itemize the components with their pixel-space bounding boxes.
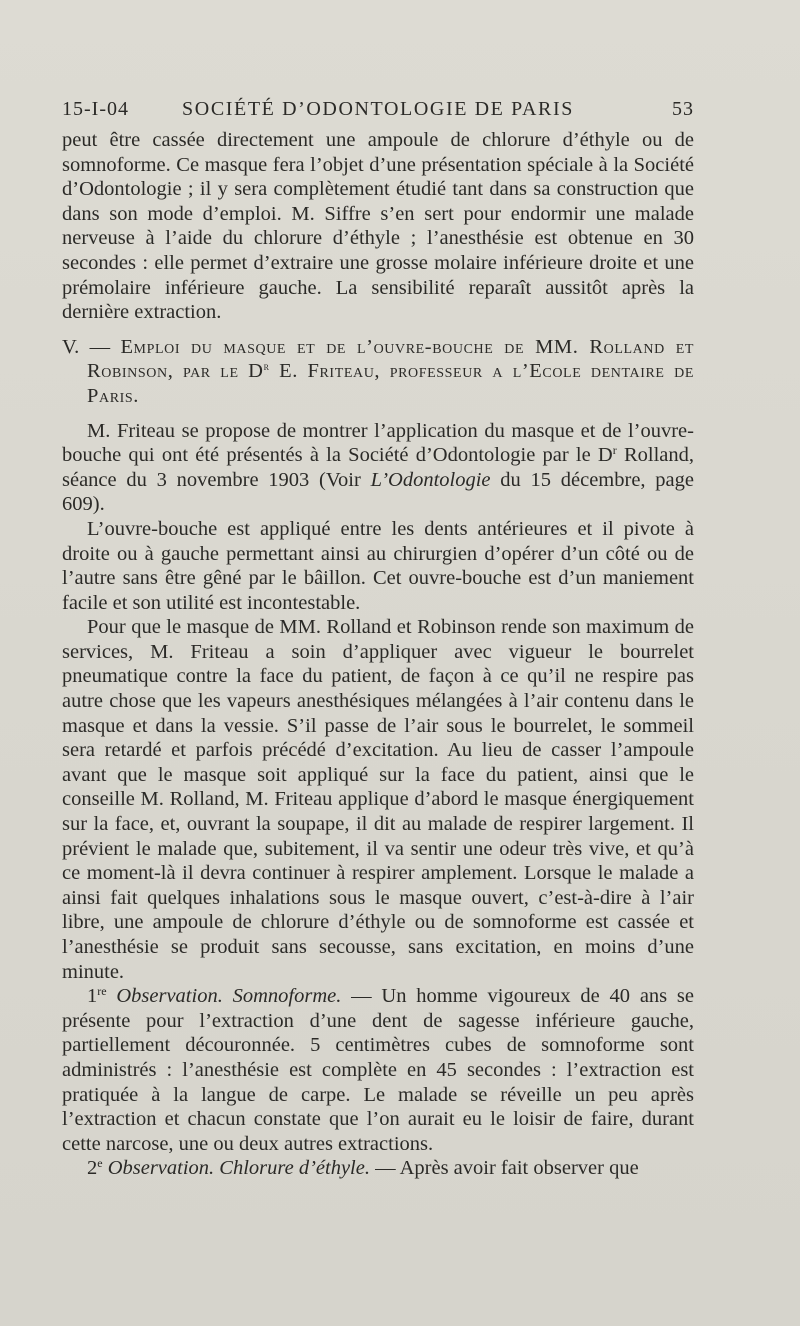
journal-title: L’Odontologie xyxy=(370,468,491,491)
observation-1-title: Observation. Somnoforme. xyxy=(106,985,342,1008)
paragraph-3: L’ouvre-bouche est appliqué entre les dents antérieures et il pivote à droite ou à gauche permettant ainsi au chirurgien d’opérer d’un côté ou de l’autre sans être gêné par le bâillon. Cet ouvre-bouche est d’un maniement facile et son utilité est incontestable. xyxy=(62,517,694,614)
observation-2-sup: e xyxy=(97,1156,103,1171)
observation-1-text: — Un homme vigoureux de 40 ans se présente pour l’extraction d’une dent de sagesse inférieure gauche, partiellement découronnée. 5 centimètres cubes de somnoforme sont administrés : l’anesthésie est complète en 45 secondes : l’extraction est pratiquée à la langue de carpe. Le malade se réveille un peu après l’extraction et chacun constate que l’on aurait eu le loisir de faire, durant cette narcose, une ou deux autres extractions. xyxy=(62,985,695,1155)
paragraph-2-b: Rolland, séance du 3 novembre 1903 (Voir xyxy=(62,444,694,491)
paragraph-2-sup: r xyxy=(612,443,617,458)
page-number: 53 xyxy=(672,98,694,120)
issue-date: 15-I-04 xyxy=(62,98,129,120)
paragraph-2-c: du 15 décembre, page 609). xyxy=(62,468,694,516)
section-title-sup: r xyxy=(263,359,270,374)
section-number: V. — xyxy=(62,335,111,358)
paragraph-2 xyxy=(62,419,694,517)
running-title: SOCIÉTÉ D’ODONTOLOGIE DE PARIS xyxy=(182,98,574,120)
page-body xyxy=(62,128,694,1181)
observation-1 xyxy=(62,984,694,1156)
observation-1-number: 1 xyxy=(87,985,98,1008)
section-heading-v xyxy=(62,335,694,409)
observation-2-text: — Après avoir fait observer que xyxy=(369,1157,639,1180)
paragraph-4: Pour que le masque de MM. Rolland et Robinson rende son maximum de services, M. Friteau a soin d’appliquer avec vigueur le bourrelet pneumatique contre la face du patient, de façon à ce qu’il ne respire pas autre chose que les vapeurs anesthésiques mélangées à l’air contenu dans le masque et dans la vessie. S’il passe de l’air sous le bourrelet, le sommeil sera retardé et parfois précédé d’excitation. Au lieu de casser l’ampoule avant que le masque soit appliqué sur la face du patient, ainsi que le conseille M. Rolland, M. Friteau applique d’abord le masque énergiquement sur la face, et, ouvrant la soupape, il dit au malade de respirer largement. Il prévient le malade que, subitement, il va sentir une odeur très vive, et qu’à ce moment-là il devra continuer à respirer amplement. Lorsque le malade a ainsi fait quelques inhalations sous le masque ouvert, c’est-à-dire à l’air libre, une ampoule de chlorure d’éthyle ou de somnoforme est cassée et l’anesthésie se produit sans secousse, sans excitation, en moins d’une minute. xyxy=(62,616,694,983)
observation-2 xyxy=(62,1156,694,1181)
section-title-b: E. Friteau, professeur a l’Ecole dentaire de Paris. xyxy=(87,360,694,407)
observation-2-title: Observation. Chlorure d’éthyle. xyxy=(102,1157,370,1180)
paragraph-1: peut être cassée directement une ampoule de chlorure d’éthyle ou de somnoforme. Ce masque fera l’objet d’une présentation spéciale à la Société d’Odontologie ; il y sera complètement étudié tant dans sa construction que dans son mode d’emploi. M. Siffre s’en sert pour endormir une malade nerveuse à l’aide du chlorure d’éthyle ; l’anesthésie est obtenue en 30 secondes : elle permet d’extraire une grosse molaire inférieure droite et une prémolaire inférieure gauche. La sensibilité reparaît aussitôt après la dernière extraction. xyxy=(62,129,694,324)
section-title-a: Emploi du masque et de l’ouvre-bouche de MM. Rolland et Robinson, par le D xyxy=(87,335,695,383)
observation-2-number: 2 xyxy=(87,1157,98,1180)
running-header xyxy=(62,98,694,126)
observation-1-sup: re xyxy=(97,984,107,999)
paragraph-2-a: M. Friteau se propose de montrer l’application du masque et de l’ouvre-bouche qui ont été présentés à la Société d’Odontologie par le D xyxy=(62,419,694,467)
